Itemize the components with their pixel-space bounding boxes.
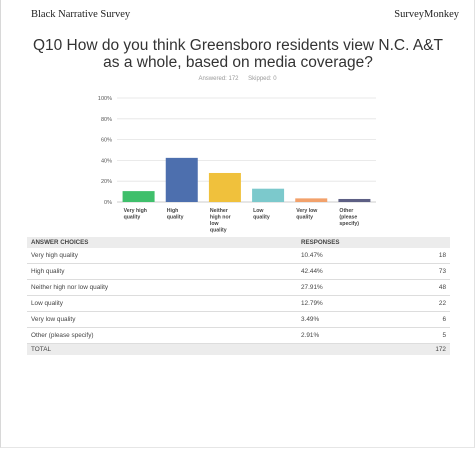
response-percent: 10.47% [297, 248, 405, 264]
y-tick-label: 60% [100, 137, 112, 144]
answer-choice-label: Other (please specify) [27, 328, 297, 344]
response-percent: 12.79% [297, 296, 405, 312]
answer-choice-label: Very low quality [27, 312, 297, 328]
response-count: 48 [405, 280, 450, 296]
header-responses: RESPONSES [297, 237, 450, 248]
bar-1 [123, 191, 155, 202]
answer-choice-label: Neither high nor low quality [27, 280, 297, 296]
x-tick-label: Very high quality [123, 208, 147, 221]
y-tick-label: 0% [104, 200, 112, 206]
answer-choice-label: Very high quality [27, 248, 297, 264]
surveymonkey-brand: SurveyMonkey [394, 9, 459, 20]
bar-4 [252, 189, 284, 202]
skipped-count: Skipped: 0 [248, 76, 277, 82]
table-header-row [27, 237, 450, 248]
bar-6 [338, 199, 370, 202]
response-percent: 42.44% [297, 264, 405, 280]
bar-3 [209, 173, 241, 202]
answered-count: Answered: 172 [198, 76, 239, 82]
question-title: Q10 How do you think Greensboro residents view N.C. A&T as a whole, based on media coverage? [32, 37, 444, 71]
y-tick-label: 80% [100, 116, 112, 123]
header-answer-choices: ANSWER CHOICES [27, 237, 297, 248]
y-tick-label: 20% [100, 179, 112, 186]
responses-table [27, 237, 450, 355]
total-label: TOTAL [27, 344, 297, 356]
response-count: 22 [405, 296, 450, 312]
total-row [27, 344, 450, 356]
x-tick-label: Low quality [253, 208, 270, 221]
total-count: 172 [405, 344, 450, 356]
table-row [27, 264, 450, 280]
answer-choice-label: Low quality [27, 296, 297, 312]
survey-title: Black Narrative Survey [31, 9, 131, 20]
table-row [27, 312, 450, 328]
response-percent: 27.91% [297, 280, 405, 296]
response-count: 5 [405, 328, 450, 344]
response-percent: 3.49% [297, 312, 405, 328]
table-row [27, 328, 450, 344]
x-tick-label: High quality [166, 208, 184, 221]
response-count: 6 [405, 312, 450, 328]
total-spacer [297, 344, 405, 356]
bar-2 [166, 158, 198, 202]
x-tick-label: Very low quality [296, 208, 318, 221]
table-row [27, 296, 450, 312]
table-row [27, 280, 450, 296]
response-percent: 2.91% [297, 328, 405, 344]
table-row [27, 248, 450, 264]
answer-choice-label: High quality [27, 264, 297, 280]
response-count: 18 [405, 248, 450, 264]
y-tick-label: 100% [97, 96, 112, 102]
response-count: 73 [405, 264, 450, 280]
x-tick-label: Neither high nor low quality [209, 208, 231, 234]
y-tick-label: 40% [100, 158, 112, 165]
bar-5 [295, 198, 327, 202]
x-tick-label: Other (please specify) [339, 208, 360, 227]
